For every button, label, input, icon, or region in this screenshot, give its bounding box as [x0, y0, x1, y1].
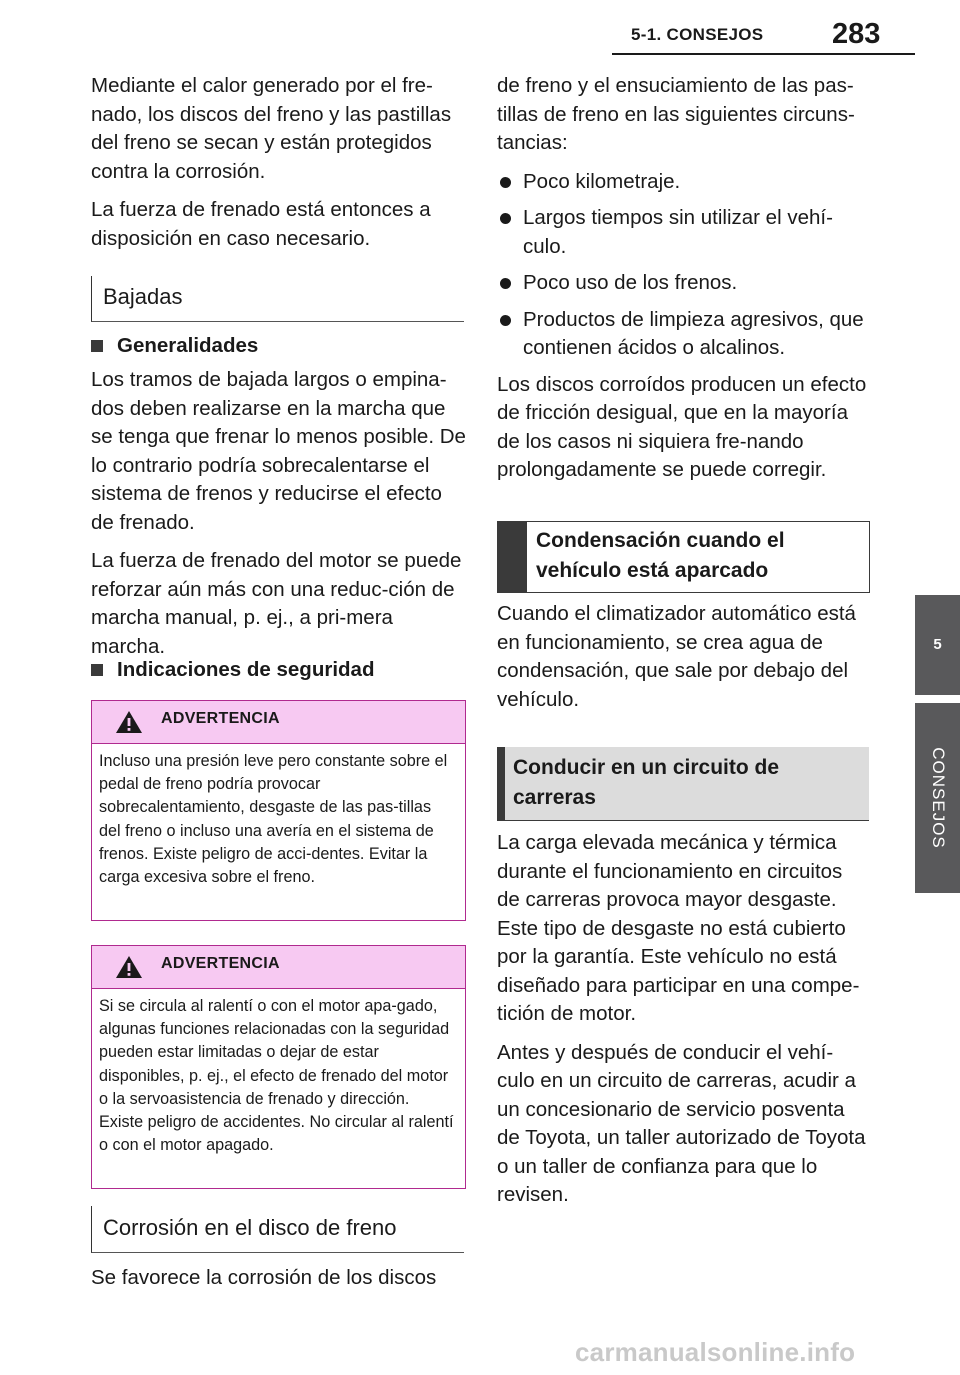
intro-paragraph: Mediante el calor generado por el fre-nado, los discos del freno y las pastillas del freno se secan y están protegidos contra la corrosión.	[91, 74, 452, 183]
paragraph: de freno y el ensuciamiento de las pas-tillas de freno en las siguientes circuns-tancias:	[497, 74, 855, 154]
warning-box-1	[91, 700, 466, 921]
page-number: 283	[832, 18, 881, 50]
section-label: 5-1. CONSEJOS	[631, 25, 764, 44]
warning-box-2	[91, 945, 466, 1189]
subheading-text: Generalidades	[117, 334, 259, 357]
paragraph: La carga elevada mecánica y térmica durante el funcionamiento en circuitos de carreras provoca mayor desgaste. Este tipo de desgaste no está cubierto por la garantía. Este vehículo no está diseñado para participar en una compe-tición de motor.	[497, 831, 860, 1025]
warning-header	[92, 946, 465, 989]
paragraph: La fuerza de frenado del motor se puede reforzar aún más con una reduc-ción de marcha manual, p. ej., a pri-mera marcha.	[91, 549, 462, 658]
paragraph: Cuando el climatizador automático está en funcionamiento, se crea agua de condensación, que sale por debajo del vehículo.	[497, 602, 856, 711]
heading-accent-bar	[497, 747, 505, 820]
chapter-tab-number: 5	[915, 595, 960, 695]
square-bullet-icon	[91, 664, 103, 676]
heading-text: Condensación cuando el vehículo está aparcado	[536, 529, 785, 582]
warning-text: Si se circula al ralentí o con el motor apa-gado, algunas funciones relacionadas con la seguridad pueden estar limitadas o dejar de estar disponibles, p. ej., el efecto de frenado del motor o la servoasistencia de frenado y dirección. Existe peligro de accidentes. No circular al ralentí o con el motor apagado.	[99, 997, 454, 1155]
paragraph: Los tramos de bajada largos o empina-dos deben realizarse en la marcha que se tenga que frenar lo menos posible. De lo contrario podría sobrecalentarse el sistema de frenos y reducirse el efecto de frenado.	[91, 368, 466, 534]
page-header	[0, 0, 915, 54]
bajadas-body	[91, 366, 466, 671]
warning-triangle-icon	[115, 955, 143, 979]
circuito-body	[497, 829, 869, 1220]
header-divider	[612, 53, 915, 55]
bullet-item: Poco kilometraje.	[497, 168, 869, 197]
chapter-tab-label	[915, 703, 960, 893]
subheading-text: Indicaciones de seguridad	[117, 658, 375, 681]
right-column-top	[497, 72, 869, 495]
bullet-item: Poco uso de los frenos.	[497, 269, 869, 298]
warning-title: ADVERTENCIA	[161, 710, 280, 727]
section-heading-circuito	[497, 747, 869, 821]
paragraph: Se favorece la corrosión de los discos	[91, 1266, 437, 1289]
heading-text: Bajadas	[103, 284, 183, 309]
section-heading-corrosion	[91, 1206, 464, 1253]
heading-accent-bar	[498, 522, 527, 592]
subheading-generalidades	[91, 334, 258, 358]
condensacion-body	[497, 600, 869, 724]
corrosion-start	[91, 1264, 466, 1303]
heading-text: Corrosión en el disco de freno	[103, 1215, 397, 1240]
bullet-item: Largos tiempos sin utilizar el vehí-culo.	[497, 204, 869, 261]
section-heading-condensacion	[497, 521, 870, 593]
paragraph: Los discos corroídos producen un efecto de fricción desigual, que en la mayoría de los casos ni siquiera fre-nando prolongadamente se puede corregir.	[497, 372, 867, 481]
intro-paragraph-2: La fuerza de frenado está entonces a disposición en caso necesario.	[91, 198, 431, 250]
warning-header	[92, 701, 465, 744]
subheading-seguridad	[91, 658, 374, 682]
paragraph: Antes y después de conducir el vehí-culo en un circuito de carreras, acudir a un concesionario de servicio posventa de Toyota, un taller autorizado de Toyota o un taller de confianza para que lo revisen.	[497, 1040, 866, 1206]
watermark: carmanualsonline.info	[575, 1337, 856, 1367]
left-column	[91, 72, 466, 263]
warning-text: Incluso una presión leve pero constante sobre el pedal de freno podría provocar sobrecalentamiento, desgaste de las pas-tillas del freno o incluso una avería en el sistema de frenos. Existe peligro de acci-dentes. Evitar la carga excesiva sobre el freno.	[99, 752, 448, 887]
warning-title: ADVERTENCIA	[161, 955, 280, 972]
square-bullet-icon	[91, 340, 103, 352]
chapter-tab-text: CONSEJOS	[928, 747, 948, 849]
heading-text: Conducir en un circuito de carreras	[513, 756, 780, 809]
warning-triangle-icon	[115, 710, 143, 734]
bullet-item: Productos de limpieza agresivos, que contienen ácidos o alcalinos.	[497, 306, 869, 363]
section-heading-bajadas	[91, 276, 464, 322]
